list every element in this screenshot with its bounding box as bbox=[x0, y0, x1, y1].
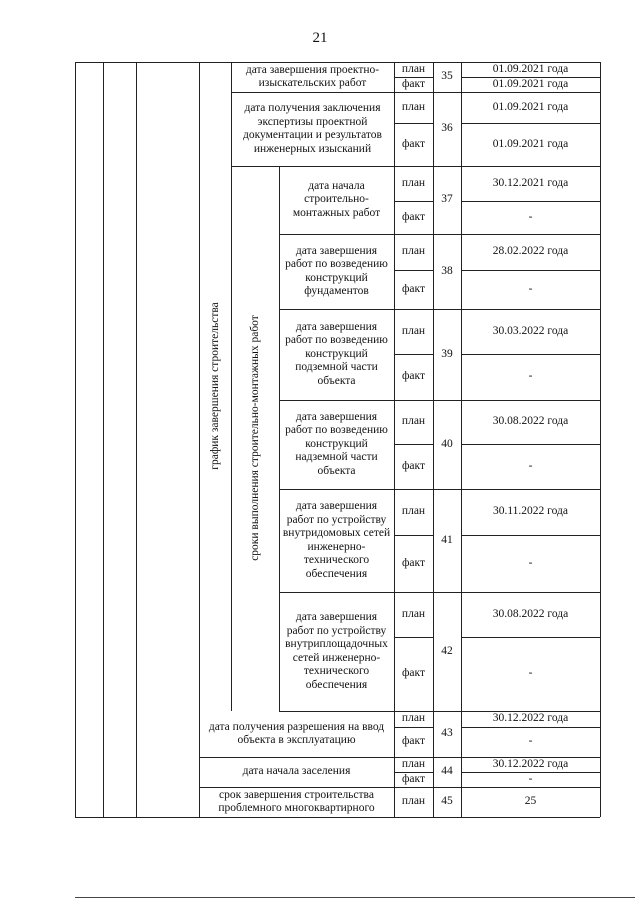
fact-date: 01.09.2021 года bbox=[492, 137, 569, 150]
table-rule bbox=[75, 62, 76, 817]
fact-date: - bbox=[528, 556, 533, 569]
status-fact: факт bbox=[401, 137, 426, 150]
milestone-label: дата завершения проектно-изыскательских работ bbox=[245, 63, 380, 89]
status-plan: план bbox=[401, 245, 426, 258]
status-fact: факт bbox=[401, 667, 426, 680]
status-plan: план bbox=[401, 795, 426, 808]
row-number: 35 bbox=[441, 70, 453, 83]
status-fact: факт bbox=[401, 370, 426, 383]
plan-date: 30.12.2022 года bbox=[492, 712, 569, 725]
status-fact: факт bbox=[401, 77, 426, 90]
row-number: 45 bbox=[441, 795, 453, 808]
table-rule bbox=[600, 62, 601, 817]
fact-date: - bbox=[528, 735, 533, 748]
plan-date: 01.09.2021 года bbox=[492, 100, 569, 113]
milestone-label: срок завершения строительства проблемного многоквартирного bbox=[218, 788, 375, 814]
milestone-label: дата получения заключения экспертизы проектной документации и результатов инженерных изысканий bbox=[243, 102, 382, 155]
plan-date: 30.08.2022 года bbox=[492, 415, 569, 428]
table-rule bbox=[279, 166, 280, 711]
plan-date: 30.03.2022 года bbox=[492, 324, 569, 337]
table-rule bbox=[136, 62, 137, 817]
row-number: 41 bbox=[441, 533, 453, 546]
milestone-label: дата завершения работ по возведению конструкций надземной части объекта bbox=[285, 410, 388, 477]
status-plan: план bbox=[401, 757, 426, 770]
status-plan: план bbox=[401, 607, 426, 620]
milestone-label: дата завершения работ по устройству внутридомовых сетей инженерно-технического обеспечения bbox=[282, 500, 391, 580]
status-plan: план bbox=[401, 100, 426, 113]
fact-date: - bbox=[528, 282, 533, 295]
row-number: 39 bbox=[441, 347, 453, 360]
plan-date: 01.09.2021 года bbox=[492, 62, 569, 75]
milestone-label: дата начала строительно-монтажных работ bbox=[292, 179, 381, 219]
status-fact: факт bbox=[401, 282, 426, 295]
construction-schedule-label: график завершения строительства bbox=[209, 302, 221, 470]
status-fact: факт bbox=[401, 210, 426, 223]
status-fact: факт bbox=[401, 772, 426, 785]
row-number: 42 bbox=[441, 644, 453, 657]
table-rule bbox=[199, 817, 600, 818]
milestone-label: дата завершения работ по устройству внутриплощадочных сетей инженерно-технического обеспечения bbox=[285, 611, 388, 691]
status-plan: план bbox=[401, 324, 426, 337]
status-fact: факт bbox=[401, 459, 426, 472]
fact-date: - bbox=[528, 772, 533, 785]
table-rule bbox=[231, 62, 232, 711]
row-number: 40 bbox=[441, 437, 453, 450]
fact-date: - bbox=[528, 459, 533, 472]
status-plan: план bbox=[401, 712, 426, 725]
page-number: 21 bbox=[312, 30, 328, 46]
fact-date: - bbox=[528, 370, 533, 383]
row-number: 44 bbox=[441, 765, 453, 778]
table-rule bbox=[103, 62, 104, 817]
plan-date: 30.08.2022 года bbox=[492, 607, 569, 620]
status-plan: план bbox=[401, 176, 426, 189]
plan-date: 28.02.2022 года bbox=[492, 245, 569, 258]
smr-terms-label: сроки выполнения строительно-монтажных работ bbox=[249, 315, 261, 561]
plan-date: 30.12.2022 года bbox=[492, 757, 569, 770]
status-fact: факт bbox=[401, 735, 426, 748]
row-number: 37 bbox=[441, 193, 453, 206]
status-plan: план bbox=[401, 505, 426, 518]
milestone-label: дата получения разрешения на ввод объекта в эксплуатацию bbox=[208, 720, 385, 746]
row-number: 38 bbox=[441, 264, 453, 277]
plan-date: 30.11.2022 года bbox=[492, 505, 568, 518]
fact-date: 01.09.2021 года bbox=[492, 77, 569, 90]
row-number: 43 bbox=[441, 727, 453, 740]
fact-date: - bbox=[528, 210, 533, 223]
row-number: 36 bbox=[441, 122, 453, 135]
plan-date: 30.12.2021 года bbox=[492, 176, 569, 189]
status-plan: план bbox=[401, 415, 426, 428]
fact-date: - bbox=[528, 667, 533, 680]
status-fact: факт bbox=[401, 556, 426, 569]
footer-rule bbox=[75, 897, 635, 898]
milestone-label: дата завершения работ по возведению конструкций подземной части объекта bbox=[285, 320, 388, 387]
status-plan: план bbox=[401, 62, 426, 75]
milestone-label: дата завершения работ по возведению конструкций фундаментов bbox=[285, 244, 388, 297]
plan-value: 25 bbox=[524, 795, 537, 808]
table-rule bbox=[199, 62, 200, 817]
milestone-label: дата начала заселения bbox=[242, 765, 351, 778]
